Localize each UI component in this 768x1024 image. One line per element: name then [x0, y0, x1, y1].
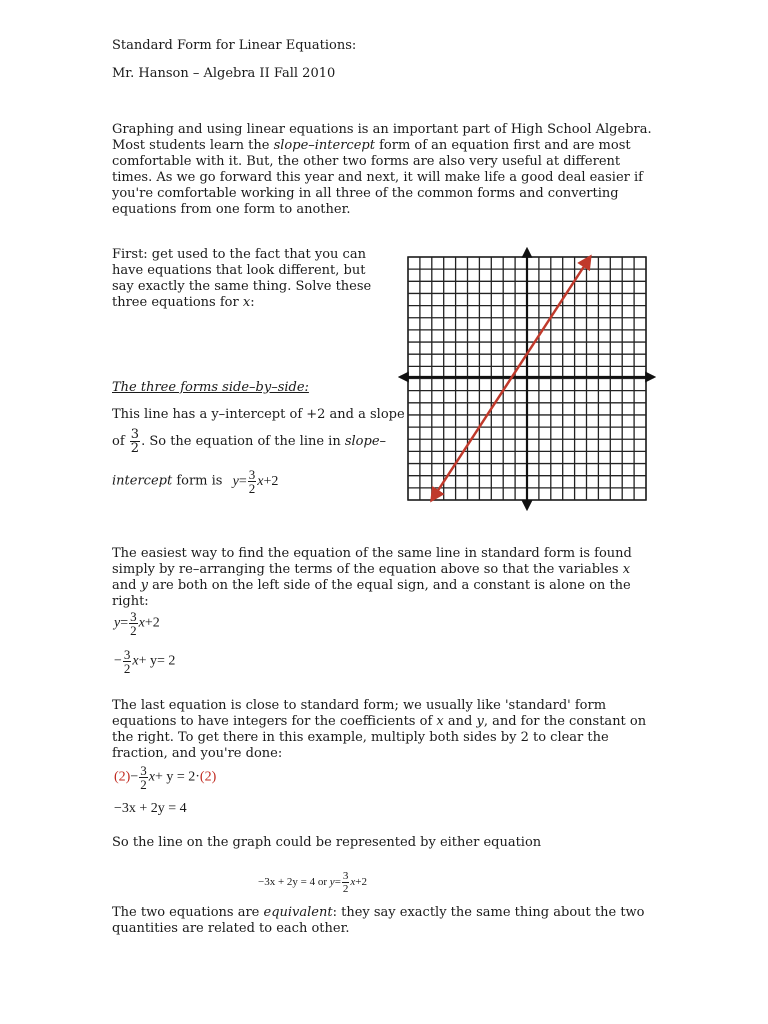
- side-line3-text: form is: [172, 473, 223, 489]
- eq-den: 2: [248, 481, 256, 496]
- eqb1r2-eq2: = 2: [157, 653, 176, 669]
- closing-text-b: : they say exactly the same thing about the two quantities are related to each other.: [112, 905, 645, 936]
- easiest-text-b: and: [112, 578, 141, 593]
- sofar-x: x: [350, 876, 356, 889]
- side-line-3: [112, 468, 278, 495]
- eqb2-two-left: (2): [114, 769, 131, 785]
- eqb1r2-x: x: [132, 653, 139, 669]
- eqb1-eq: =: [120, 615, 129, 631]
- eqb2-num: 3: [140, 763, 147, 778]
- eqb1-fraction: [129, 610, 138, 637]
- author-line: Mr. Hanson – Algebra II Fall 2010: [112, 66, 336, 81]
- side-line-1: This line has a y–intercept of +2 and a slope: [112, 407, 405, 422]
- last-text-b: and: [443, 714, 477, 729]
- sofar-den: 2: [342, 883, 349, 895]
- eqb2-minus: −: [130, 769, 139, 785]
- equivalent-equations: [258, 870, 367, 895]
- slope-intercept-equation: [232, 467, 279, 496]
- last-var-y: y: [476, 714, 484, 729]
- sofar-or: or: [317, 876, 328, 889]
- side-line2-em: slope–: [344, 434, 387, 449]
- sofar-num: 3: [342, 870, 349, 882]
- slope-den: 2: [130, 441, 140, 456]
- sofar-y: y: [329, 876, 335, 889]
- side-line3-em: intercept: [112, 473, 173, 489]
- eqb1r2-num: 3: [123, 647, 131, 662]
- equation-row-2: [114, 648, 175, 675]
- intro-paragraph: [112, 122, 652, 218]
- side-heading-text: The three forms side–by–side:: [112, 380, 309, 395]
- sofar-fraction: [342, 870, 350, 895]
- eqb1r2-plusy: + y: [138, 653, 158, 669]
- eqb2-fraction: [139, 764, 148, 791]
- intro-text-b: form of an equation first and are most comfortable with it. But, the other two forms are also very useful at different times. As we go forward this year and next, it will make life a good deal easier if you're comfortable working in all three of the common forms and converting equations from one form to another.: [112, 138, 643, 217]
- easiest-var-y: y: [140, 578, 148, 593]
- side-line-2: [112, 428, 386, 455]
- eq-y: y: [232, 473, 239, 489]
- eqb2-two-right: (2): [199, 769, 217, 785]
- last-var-x: x: [436, 714, 444, 729]
- first-colon: :: [250, 295, 255, 310]
- equation-row-1: [114, 610, 160, 637]
- eqb1-den: 2: [130, 623, 137, 638]
- side-of: of: [112, 434, 125, 449]
- side-heading: [112, 380, 309, 396]
- closing-text-a: The two equations are: [112, 905, 264, 920]
- closing-em: equivalent: [263, 905, 333, 920]
- eqb2-x: x: [148, 769, 155, 785]
- easiest-paragraph: [112, 546, 652, 610]
- easiest-text-c: are both on the left side of the equal sign, and a constant is alone on the right:: [112, 578, 631, 609]
- sofar-plus2: +2: [355, 876, 368, 889]
- first-text: First: get used to the fact that you can have equations that look different, but say exactly the same thing. Solve these three equations for: [112, 247, 372, 310]
- line-graph: [398, 245, 660, 513]
- eqb1-num: 3: [130, 609, 137, 624]
- equation-row-3: [114, 764, 216, 791]
- eqb1-x: x: [138, 615, 145, 631]
- sofar-text: So the line on the graph could be represented by either equation: [112, 835, 542, 850]
- equation-row-4: −3x + 2y = 4: [114, 801, 187, 816]
- eq-x: x: [257, 473, 264, 489]
- slope-fraction: [130, 428, 140, 455]
- eqb1r2-den: 2: [123, 661, 131, 676]
- first-paragraph: [112, 247, 387, 311]
- eqb1-y: y: [114, 615, 121, 631]
- eq-num: 3: [248, 467, 256, 482]
- eq-fraction: [248, 468, 257, 495]
- page-title: Standard Form for Linear Equations:: [112, 38, 357, 53]
- eqb1r2-minus: −: [114, 653, 122, 669]
- easiest-text-a: The easiest way to find the equation of the same line in standard form is found simply by re–arranging the terms of the equation above so that the variables: [112, 546, 632, 577]
- first-var: x: [242, 295, 251, 310]
- eq-eq: =: [238, 473, 247, 489]
- last-paragraph: [112, 698, 652, 762]
- intro-emphasis: slope–intercept: [273, 138, 375, 153]
- sofar-eq-left: −3x + 2y = 4: [258, 876, 316, 889]
- side-line2-text: . So the equation of the line in: [141, 434, 345, 449]
- eqb1r2-fraction: [123, 648, 132, 675]
- easiest-var-x: x: [622, 562, 631, 577]
- slope-num: 3: [130, 427, 140, 442]
- sofar-eq: =: [334, 876, 341, 889]
- eq-plus2: +2: [263, 473, 279, 489]
- last-text-c: , and for the constant on the right. To get there in this example, multiply both sides by 2 to clear the fraction, and you're done:: [112, 714, 647, 761]
- eqb2-rest: + y = 2·: [154, 769, 200, 785]
- eqb1-plus2: +2: [144, 615, 160, 631]
- eqb2-den: 2: [140, 777, 147, 792]
- last-text-a: The last equation is close to standard form; we usually like 'standard' form equations to have integers for the coefficients of: [112, 698, 607, 729]
- intro-text-a: Graphing and using linear equations is an important part of High School Algebra. Most students learn the: [112, 122, 652, 153]
- closing-paragraph: [112, 905, 652, 937]
